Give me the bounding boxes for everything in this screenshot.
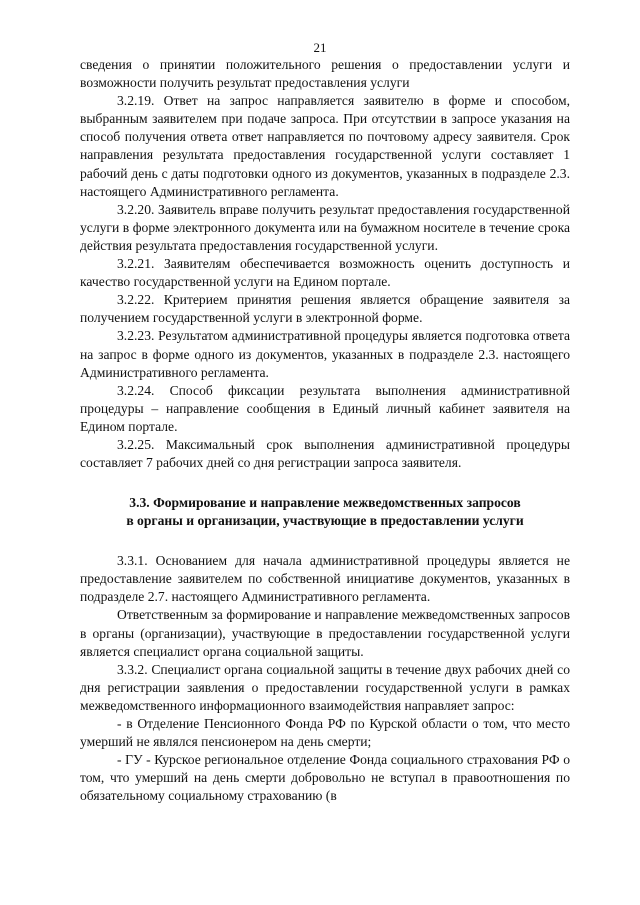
paragraph-3-2-19: 3.2.19. Ответ на запрос направляется заявителю в форме и способом, выбранным заявителем при подаче запроса. При отсутствии в запросе указания на способ получения ответа ответ направляется по почтовому адресу заявителя. Срок направления результата предоставления государственной услуги составляет 1 рабочий день с даты подготовки одного из документов, указанных в подразделе 2.3. настоящего Административного регламента. (80, 93, 570, 199)
section-heading-line2: в органы и организации, участвующие в предоставлении услуги (126, 513, 524, 529)
page-number: 21 (313, 40, 327, 55)
section-heading-line1: 3.3. Формирование и направление межведомственных запросов (129, 495, 521, 511)
document-body (80, 56, 570, 805)
list-item-social-insurance-fund: - ГУ - Курское региональное отделение Фонда социального страхования РФ о том, что умерший на день смерти добровольно не вступал в правоотношения по обязательному социальному страхованию (в (80, 752, 570, 804)
paragraph-3-2-22: 3.2.22. Критерием принятия решения является обращение заявителя за получением государственной услуги в электронной форме. (80, 292, 570, 326)
paragraph: сведения о принятии положительного решения о предоставлении услуги и возможности получить результат предоставления услуги (80, 57, 570, 91)
paragraph-3-3-1: 3.3.1. Основанием для начала административной процедуры является не предоставление заявителем по собственной инициативе документов, указанных в подразделе 2.7. настоящего Административного регламента. (80, 553, 570, 605)
paragraph-3-2-21: 3.2.21. Заявителям обеспечивается возможность оценить доступность и качество государственной услуги на Едином портале. (80, 256, 570, 290)
paragraph-3-3-2: 3.3.2. Специалист органа социальной защиты в течение двух рабочих дней со дня регистрации заявления о предоставлении государственной услуги в рамках межведомственного информационного взаимодействия направляет запрос: (80, 661, 570, 713)
paragraph-responsible: Ответственным за формирование и направление межведомственных запросов в органы (организации), участвующие в предоставлении государственной услуги является специалист органа социальной защиты. (80, 607, 570, 659)
section-heading (80, 494, 570, 530)
paragraph-3-2-25: 3.2.25. Максимальный срок выполнения административной процедуры составляет 7 рабочих дней со дня регистрации запроса заявителя. (80, 436, 570, 471)
paragraph-3-2-20: 3.2.20. Заявитель вправе получить результат предоставления государственной услуги в форме электронного документа или на бумажном носителе в течение срока действия результата предоставления государственной услуги. (80, 201, 570, 253)
list-item-pension-fund: - в Отделение Пенсионного Фонда РФ по Курской области о том, что место умерший не являлся пенсионером на день смерти; (80, 716, 570, 750)
paragraph-3-2-23: 3.2.23. Результатом административной процедуры является подготовка ответа на запрос в форме одного из документов, указанных в подразделе 2.3. настоящего Административного регламента. (80, 328, 570, 380)
paragraph-3-2-24: 3.2.24. Способ фиксации результата выполнения административной процедуры – направление сообщения в Единый личный кабинет заявителя на Едином портале. (80, 382, 570, 434)
